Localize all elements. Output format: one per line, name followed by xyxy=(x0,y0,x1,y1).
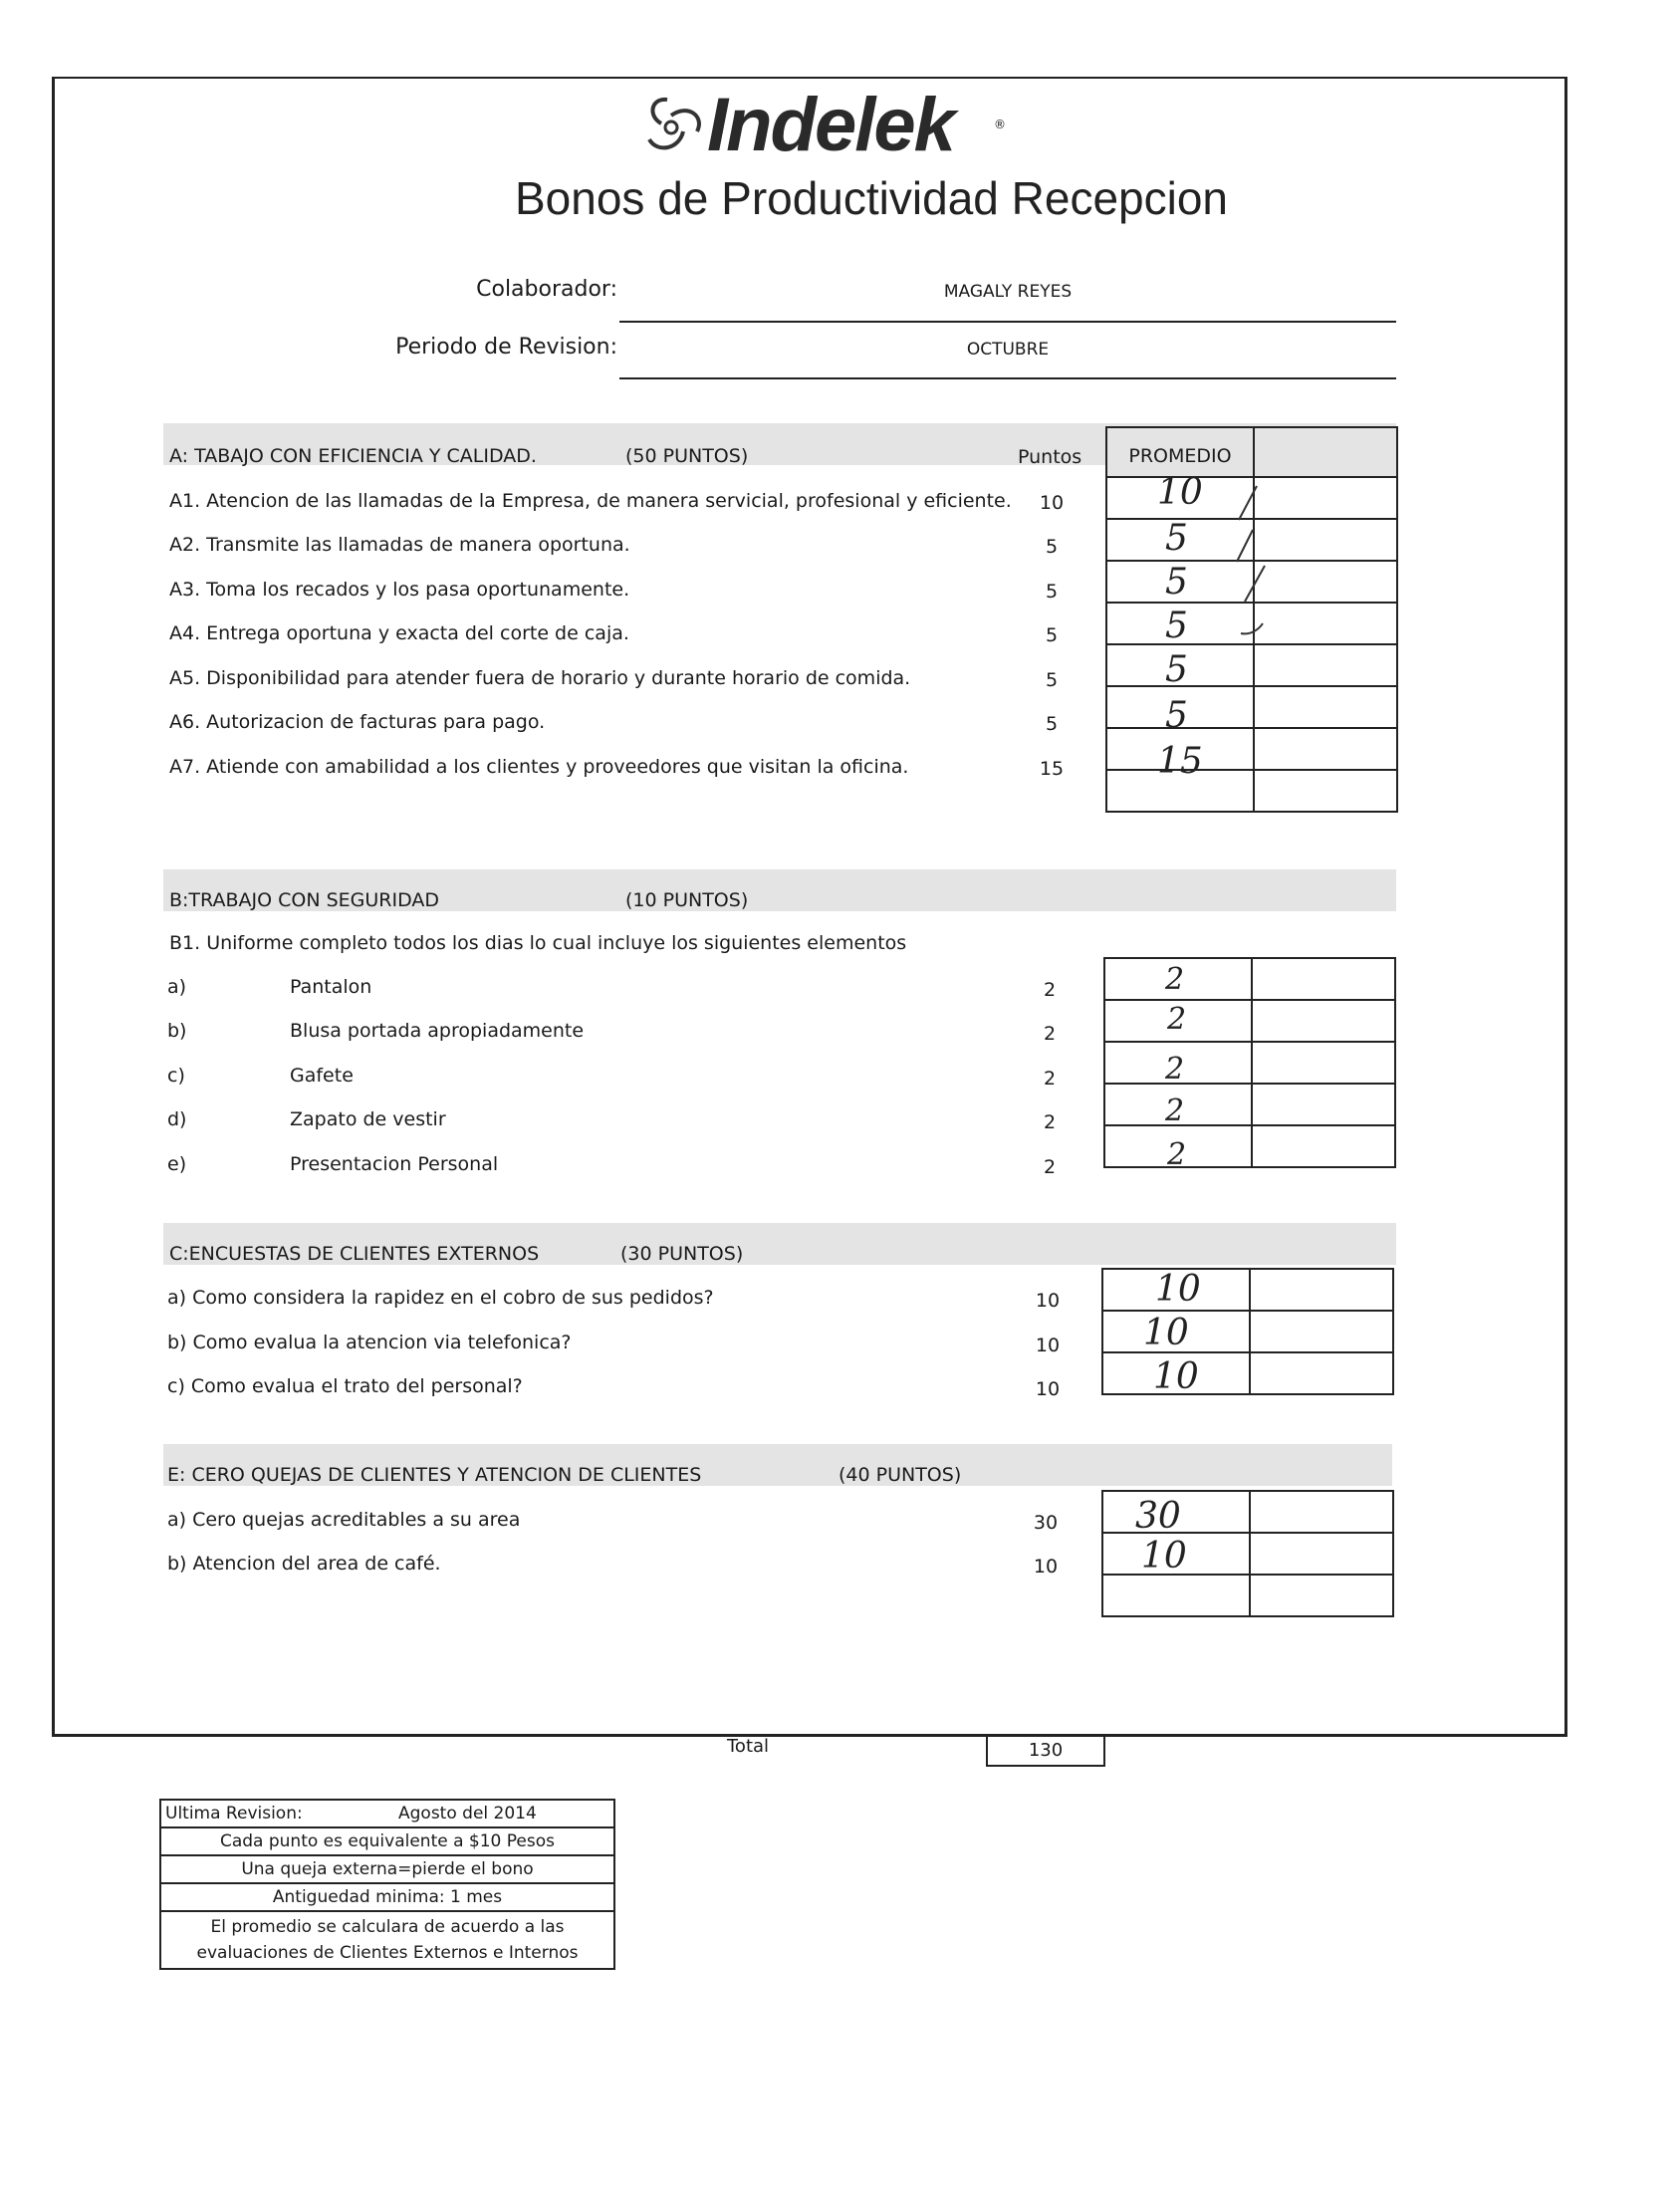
item-points: 5 xyxy=(1045,624,1059,646)
handwritten-score: 30 xyxy=(1135,1496,1181,1537)
promedio-column-header: PROMEDIO xyxy=(1106,427,1254,477)
section-a-points: (50 PUNTOS) xyxy=(625,445,749,467)
section-e-item: a) Cero quejas acreditables a su area xyxy=(167,1509,521,1531)
handwritten-score: 10 xyxy=(1143,1313,1189,1353)
handwritten-score: 2 xyxy=(1165,1094,1185,1128)
section-b-item: Gafete xyxy=(290,1065,354,1087)
section-b-item: Blusa portada apropiadamente xyxy=(290,1020,585,1042)
section-e-points: (40 PUNTOS) xyxy=(839,1464,962,1486)
section-c-item: b) Como evalua la atencion via telefonica? xyxy=(167,1332,572,1353)
item-points: 2 xyxy=(1043,1156,1057,1178)
handwritten-checkmarks xyxy=(1175,478,1275,637)
item-points: 10 xyxy=(1035,1290,1061,1312)
item-points: 15 xyxy=(1039,758,1065,780)
colaborador-label: Colaborador: xyxy=(476,277,617,302)
notes-line: El promedio se calculara de acuerdo a las xyxy=(210,1917,565,1937)
section-e-item: b) Atencion del area de café. xyxy=(167,1553,441,1575)
handwritten-score: 10 xyxy=(1157,472,1203,513)
section-a-item: A1. Atencion de las llamadas de la Empresa, de manera servicial, profesional y eficiente. xyxy=(169,490,1012,512)
item-points: 2 xyxy=(1043,1068,1057,1090)
colaborador-value: MAGALY REYES xyxy=(943,282,1073,302)
revision-value: Agosto del 2014 xyxy=(398,1804,537,1824)
section-a-item: A6. Autorizacion de facturas para pago. xyxy=(169,711,546,733)
notes-promedio-row xyxy=(161,1912,613,1968)
item-points: 5 xyxy=(1045,536,1059,558)
section-c-title: C:ENCUESTAS DE CLIENTES EXTERNOS xyxy=(169,1243,540,1265)
handwritten-score: 10 xyxy=(1141,1536,1187,1577)
notes-line: Una queja externa=pierde el bono xyxy=(161,1856,613,1884)
section-c-points: (30 PUNTOS) xyxy=(620,1243,744,1265)
section-b-item-letter: a) xyxy=(167,976,187,998)
section-b-item-letter: b) xyxy=(167,1020,187,1042)
section-b-score-table xyxy=(1103,957,1396,1168)
handwritten-score: 15 xyxy=(1157,741,1203,782)
handwritten-score: 2 xyxy=(1167,1002,1187,1037)
page-title: Bonos de Productividad Recepcion xyxy=(514,172,1228,224)
handwritten-score: 5 xyxy=(1165,562,1188,603)
section-a-item: A7. Atiende con amabilidad a los clientes y proveedores que visitan la oficina. xyxy=(169,756,909,778)
revision-label: Ultima Revision: xyxy=(165,1804,303,1824)
section-e-title: E: CERO QUEJAS DE CLIENTES Y ATENCION DE CLIENTES xyxy=(167,1464,702,1486)
item-points: 2 xyxy=(1043,1023,1057,1045)
notes-line: Cada punto es equivalente a $10 Pesos xyxy=(161,1828,613,1856)
item-points: 10 xyxy=(1033,1556,1059,1578)
handwritten-score: 5 xyxy=(1165,695,1188,736)
section-a-item: A3. Toma los recados y los pasa oportunamente. xyxy=(169,579,630,601)
section-b-subtitle: B1. Uniforme completo todos los dias lo cual incluye los siguientes elementos xyxy=(169,932,907,954)
item-points: 30 xyxy=(1033,1512,1059,1534)
notes-revision-row xyxy=(161,1801,613,1828)
section-b-item: Presentacion Personal xyxy=(290,1153,499,1175)
notes-box xyxy=(159,1799,615,1970)
section-b-item-letter: e) xyxy=(167,1153,187,1175)
item-points: 2 xyxy=(1043,979,1057,1001)
item-points: 2 xyxy=(1043,1111,1057,1133)
logo-wordmark: Indelek xyxy=(707,83,954,167)
section-a-item: A5. Disponibilidad para atender fuera de horario y durante horario de comida. xyxy=(169,667,911,689)
section-c-item: a) Como considera la rapidez en el cobro de sus pedidos? xyxy=(167,1287,714,1309)
periodo-line xyxy=(619,377,1396,379)
handwritten-score: 5 xyxy=(1165,606,1188,646)
puntos-column-header: Puntos xyxy=(1018,446,1082,468)
section-a-title: A: TABAJO CON EFICIENCIA Y CALIDAD. xyxy=(169,445,537,467)
item-points: 10 xyxy=(1035,1335,1061,1356)
periodo-value: OCTUBRE xyxy=(966,340,1050,360)
item-points: 5 xyxy=(1045,581,1059,603)
notes-line: Antiguedad minima: 1 mes xyxy=(161,1884,613,1912)
section-b-title: B:TRABAJO CON SEGURIDAD xyxy=(169,889,440,911)
section-b-item: Pantalon xyxy=(290,976,372,998)
section-a-item: A4. Entrega oportuna y exacta del corte de caja. xyxy=(169,622,629,644)
colaborador-line xyxy=(619,321,1396,323)
handwritten-score: 10 xyxy=(1153,1356,1199,1397)
section-c-item: c) Como evalua el trato del personal? xyxy=(167,1375,523,1397)
total-label: Total xyxy=(727,1736,770,1757)
total-value: 130 xyxy=(986,1735,1105,1767)
item-points: 5 xyxy=(1045,713,1059,735)
section-b-item-letter: d) xyxy=(167,1108,187,1130)
logo-swirl-icon xyxy=(627,86,717,165)
handwritten-score: 10 xyxy=(1155,1269,1201,1310)
company-logo xyxy=(617,82,1036,181)
item-points: 5 xyxy=(1045,669,1059,691)
section-b-item-letter: c) xyxy=(167,1065,185,1087)
item-points: 10 xyxy=(1035,1378,1061,1400)
handwritten-score: 2 xyxy=(1167,1137,1187,1172)
section-b-item: Zapato de vestir xyxy=(290,1108,446,1130)
periodo-label: Periodo de Revision: xyxy=(395,335,617,360)
handwritten-score: 2 xyxy=(1165,962,1185,997)
notes-line: evaluaciones de Clientes Externos e Internos xyxy=(196,1943,579,1963)
registered-mark: ® xyxy=(994,118,1006,131)
section-b-points: (10 PUNTOS) xyxy=(625,889,749,911)
item-points: 10 xyxy=(1039,492,1065,514)
handwritten-score: 5 xyxy=(1165,649,1188,690)
handwritten-score: 2 xyxy=(1165,1052,1185,1087)
section-a-item: A2. Transmite las llamadas de manera oportuna. xyxy=(169,534,630,556)
handwritten-score: 5 xyxy=(1165,518,1188,559)
